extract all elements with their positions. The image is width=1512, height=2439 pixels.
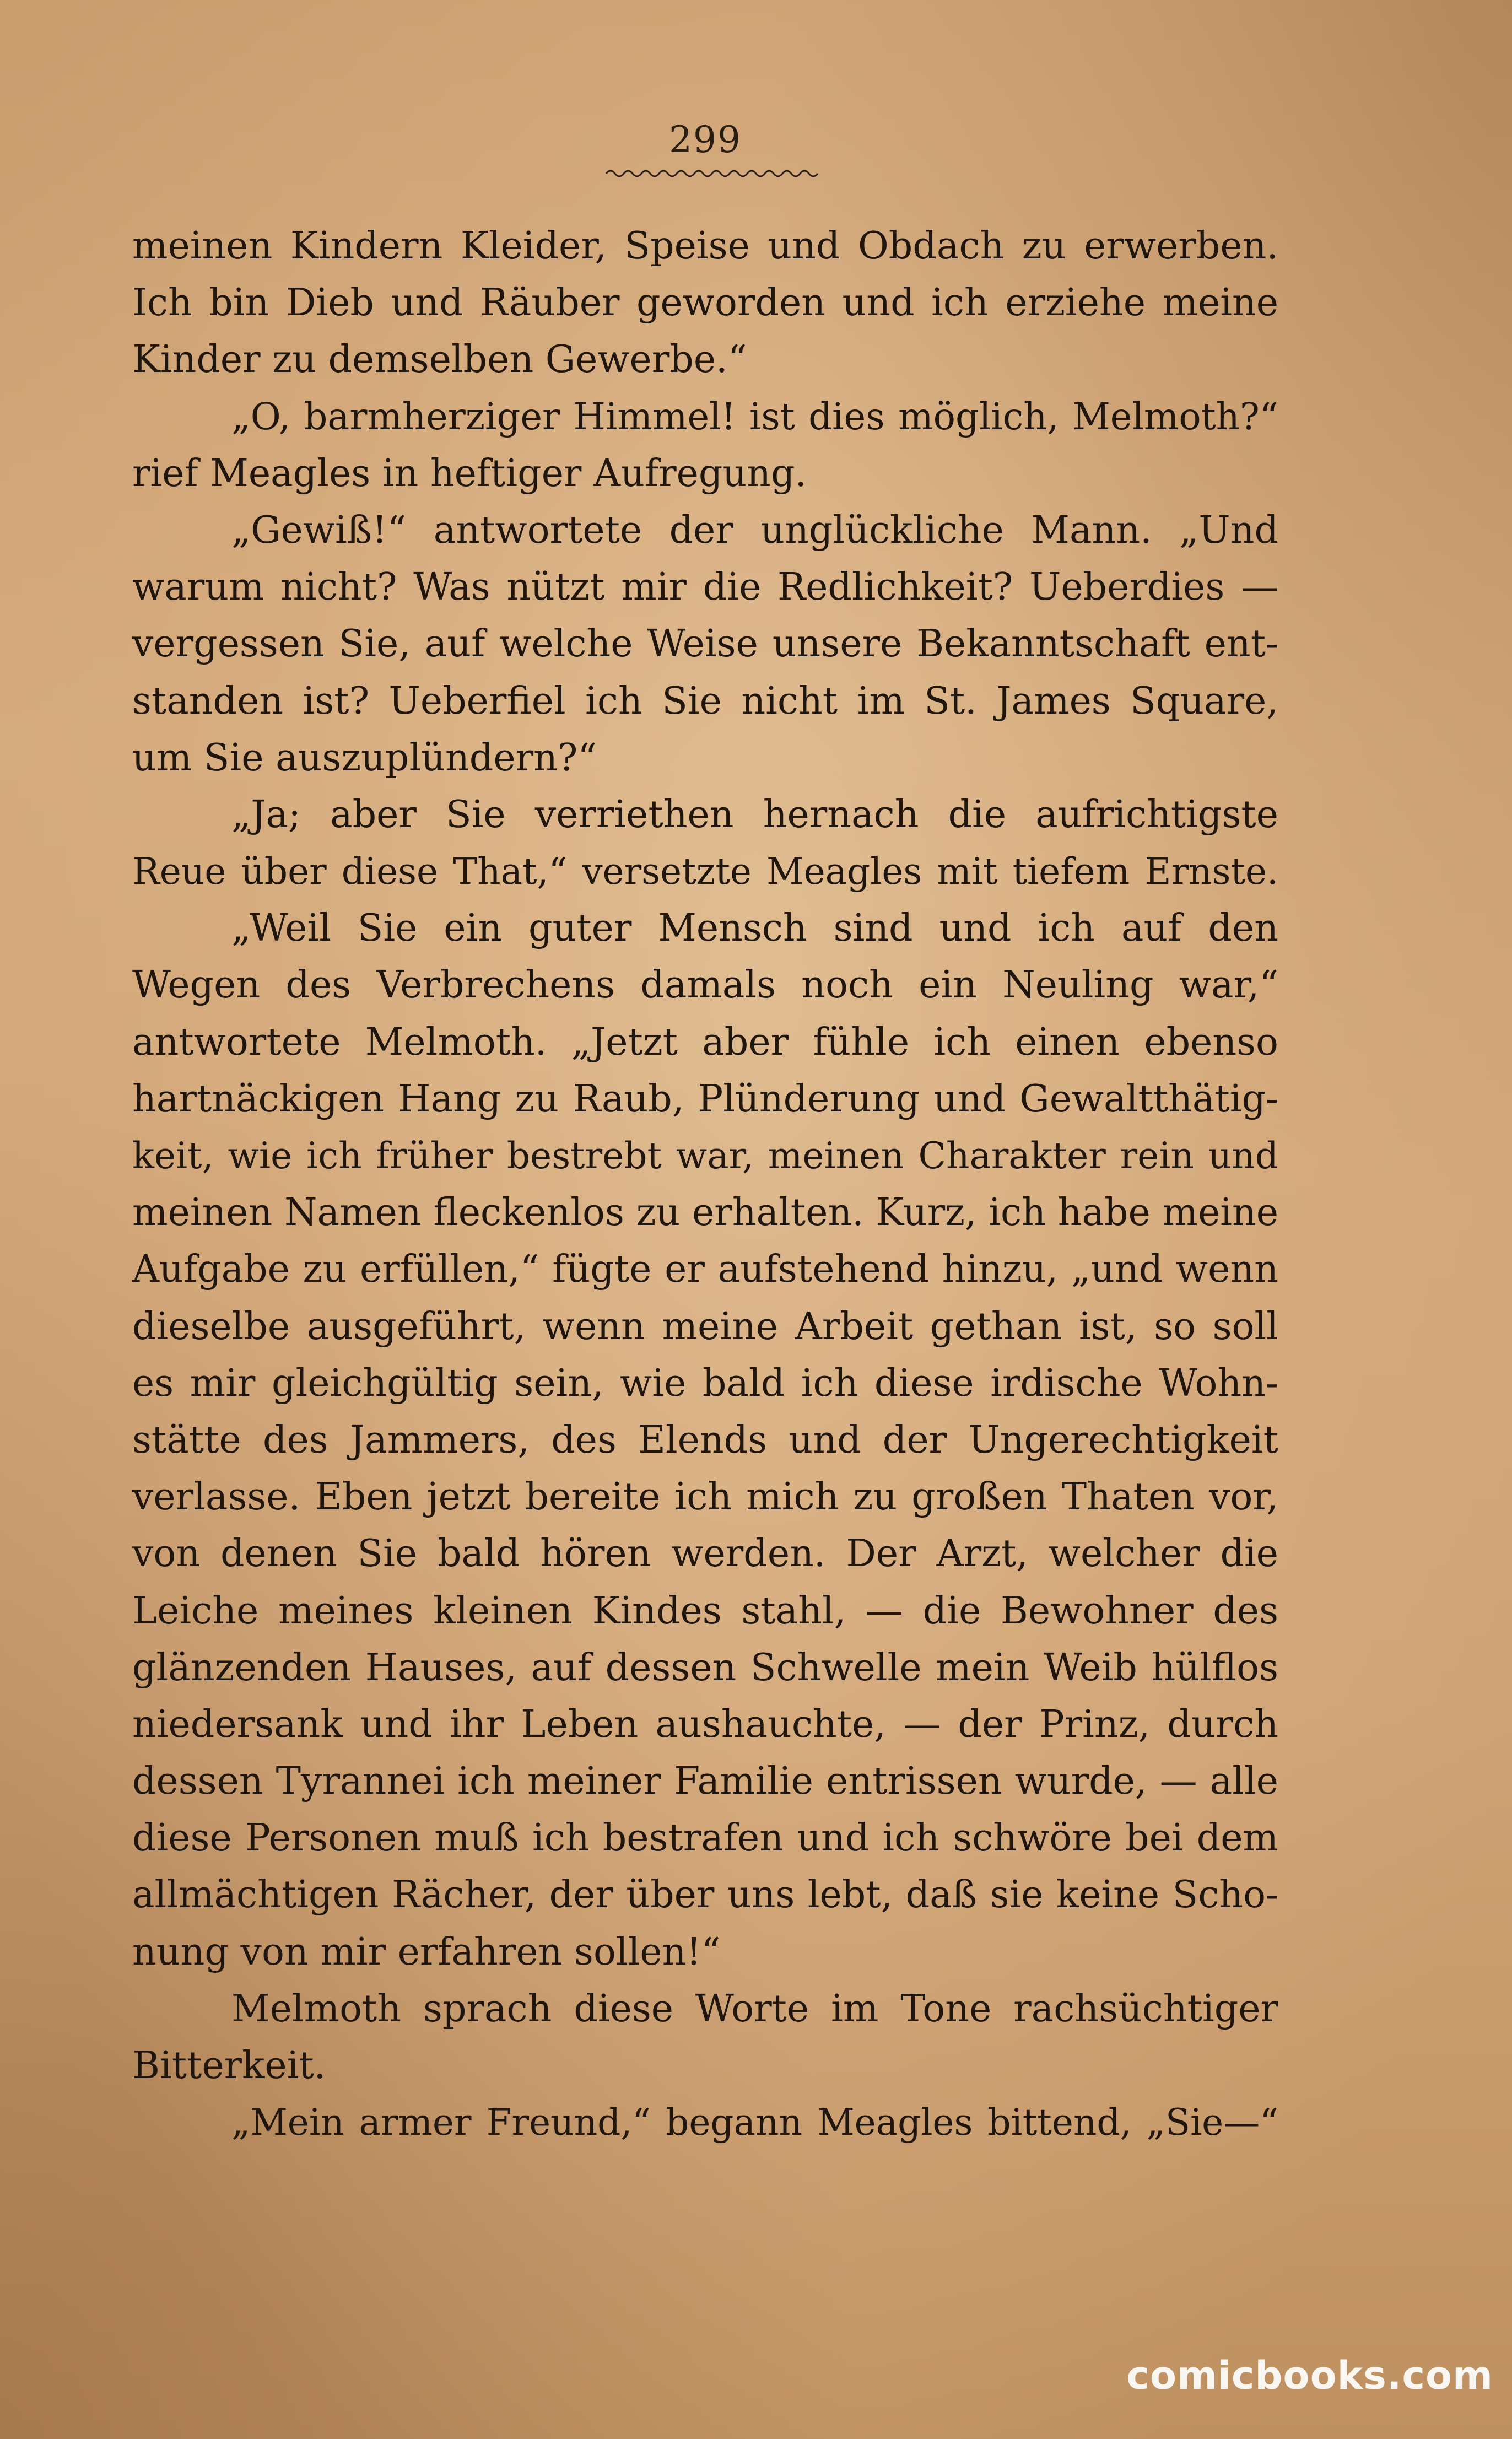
text-line: glänzenden Hauses, auf dessen Schwelle mein Weib hülflos — [132, 1645, 1278, 1690]
text-line: „O, barmherziger Himmel! ist dies möglich, Melmoth?“ — [231, 395, 1278, 438]
ornament-divider — [601, 165, 821, 182]
text-line: allmächtigen Rächer, der über uns lebt, daß sie keine Scho- — [132, 1873, 1278, 1917]
text-line: dieselbe ausgeführt, wenn meine Arbeit gethan ist, so soll — [132, 1304, 1278, 1348]
text-line: rief Meagles in heftiger Aufregung. — [132, 451, 807, 495]
body-text — [132, 218, 1278, 2151]
text-line: antwortete Melmoth. „Jetzt aber fühle ich einen ebenso — [132, 1020, 1278, 1064]
text-line: dessen Tyrannei ich meiner Familie entrissen wurde, — alle — [132, 1760, 1278, 1804]
text-line: diese Personen muß ich bestrafen und ich schwöre bei dem — [132, 1816, 1278, 1860]
text-line: „Ja; aber Sie verriethen hernach die aufrichtigste — [231, 792, 1278, 837]
page-number: 299 — [669, 118, 742, 161]
text-line: Leiche meines kleinen Kindes stahl, — die Bewohner des — [132, 1589, 1278, 1633]
text-line: nung von mir erfahren sollen!“ — [132, 1930, 721, 1974]
text-line: „Mein armer Freund,“ begann Meagles bittend, „Sie—“ — [231, 2101, 1278, 2144]
text-line: Ich bin Dieb und Räuber geworden und ich erziehe meine — [132, 281, 1278, 325]
text-line: Bitterkeit. — [132, 2044, 326, 2087]
text-line: hartnäckigen Hang zu Raub, Plünderung und Gewaltthätig- — [132, 1077, 1278, 1121]
text-line: Aufgabe zu erfüllen,“ fügte er aufstehend hinzu, „und wenn — [132, 1248, 1278, 1292]
watermark: comicbooks.com — [1126, 2353, 1493, 2398]
text-line: meinen Namen fleckenlos zu erhalten. Kurz, ich habe meine — [132, 1191, 1278, 1235]
text-line: Melmoth sprach diese Worte im Tone rachsüchtiger — [231, 1987, 1278, 2031]
text-line: meinen Kindern Kleider, Speise und Obdach zu erwerben. — [132, 224, 1278, 268]
text-line: vergessen Sie, auf welche Weise unsere Bekanntschaft ent- — [132, 622, 1278, 666]
text-line: um Sie auszuplündern?“ — [132, 736, 597, 780]
text-line: standen ist? Ueberfiel ich Sie nicht im St. James Square, — [132, 679, 1278, 723]
text-line: keit, wie ich früher bestrebt war, meinen Charakter rein und — [132, 1135, 1278, 1177]
text-line: Kinder zu demselben Gewerbe.“ — [132, 338, 747, 382]
text-line: Wegen des Verbrechens damals noch ein Neuling war,“ — [132, 963, 1278, 1007]
text-line: „Gewiß!“ antwortete der unglückliche Mann. „Und — [231, 508, 1278, 552]
text-line: warum nicht? Was nützt mir die Redlichkeit? Ueberdies — — [132, 565, 1278, 609]
text-line: Reue über diese That,“ versetzte Meagles mit tiefem Ernste. — [132, 850, 1278, 893]
text-line: „Weil Sie ein guter Mensch sind und ich auf den — [231, 906, 1278, 951]
text-line: es mir gleichgültig sein, wie bald ich diese irdische Wohn- — [132, 1361, 1278, 1405]
text-line: niedersank und ihr Leben aushauchte, — der Prinz, durch — [132, 1702, 1278, 1746]
text-line: von denen Sie bald hören werden. Der Arzt, welcher die — [132, 1532, 1278, 1576]
text-line: verlasse. Eben jetzt bereite ich mich zu großen Thaten vor, — [132, 1475, 1278, 1519]
text-line: stätte des Jammers, des Elends und der Ungerechtigkeit — [132, 1418, 1278, 1462]
